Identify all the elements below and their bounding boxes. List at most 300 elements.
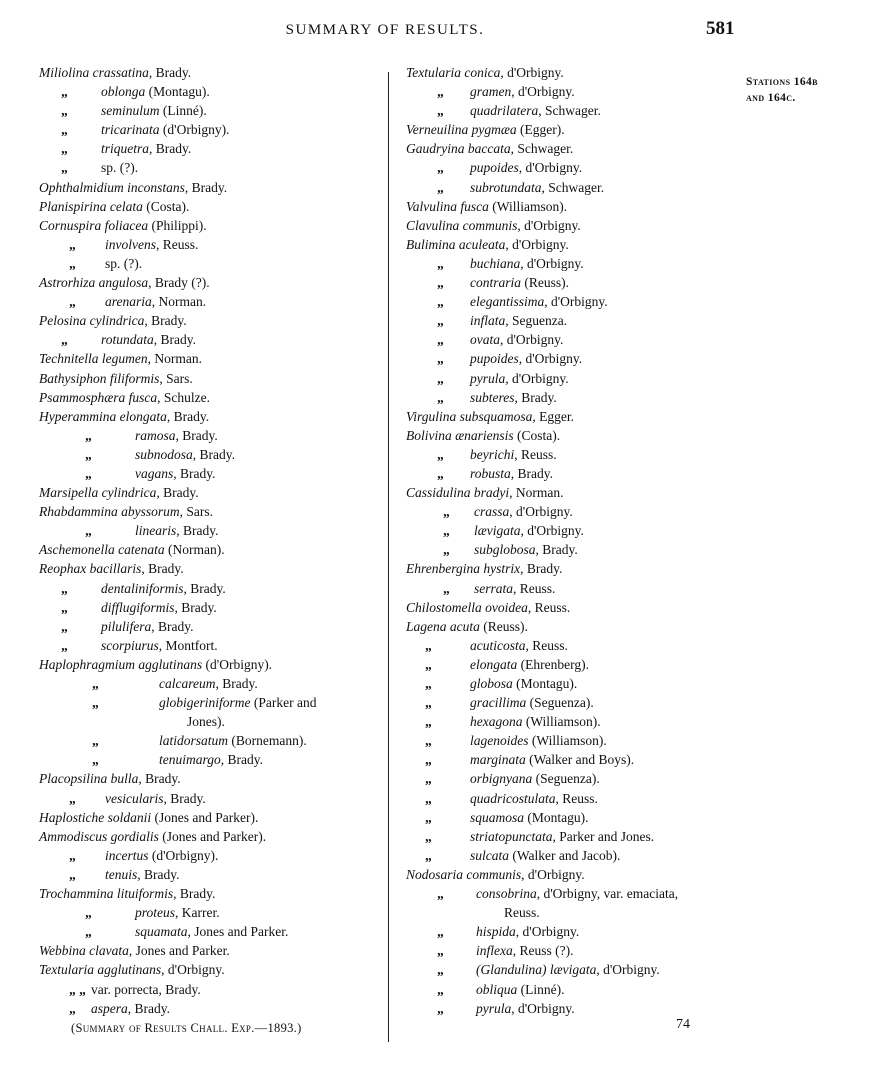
taxon-italic: Cassidulina bradyi — [406, 485, 510, 501]
authority: , Norman. — [151, 294, 207, 310]
species-name — [470, 178, 604, 197]
taxon-italic: Rhabdammina abyssorum — [39, 504, 180, 520]
species-name — [39, 178, 227, 197]
ditto-mark: „ — [85, 905, 92, 921]
right_column-entry — [406, 789, 721, 808]
species-name — [91, 980, 201, 999]
ditto-mark: „ — [92, 752, 99, 768]
taxon-italic: pilulifera — [101, 618, 152, 634]
ditto-mark: „ — [437, 160, 444, 176]
species-name — [39, 540, 225, 559]
left_column-entry — [39, 789, 379, 808]
left_column-entry — [39, 960, 379, 979]
taxon-italic: seminulum — [101, 103, 160, 119]
authority: (Williamson). — [528, 733, 607, 749]
species-name — [159, 674, 258, 693]
taxon-italic: Trochammina lituiformis — [39, 886, 174, 902]
taxon-italic: globosa — [470, 676, 513, 691]
taxon-italic: Hyperammina elongata — [39, 408, 167, 424]
species-name — [159, 731, 307, 750]
taxon-italic: striatopunctata — [470, 828, 553, 844]
species-name — [101, 598, 217, 617]
left_column-entry — [39, 82, 379, 101]
species-name — [39, 273, 210, 292]
species-name — [476, 999, 575, 1018]
taxon-italic: Technitella legumen — [39, 351, 148, 367]
species-name — [406, 197, 567, 216]
ditto-mark: „ — [437, 255, 444, 271]
taxon-italic: aspera — [91, 1000, 128, 1016]
authority: var. porrecta, Brady. — [91, 981, 201, 997]
taxon-italic: tricarinata — [101, 122, 160, 138]
species-name — [470, 330, 563, 349]
right_column-entry — [406, 540, 721, 559]
species-name — [101, 579, 226, 598]
species-name — [470, 388, 557, 407]
authority: , d'Orbigny. — [161, 962, 225, 978]
taxon-italic: squamosa — [470, 809, 525, 825]
left_column-entry — [39, 712, 379, 731]
authority: (Montagu). — [145, 84, 210, 100]
left_column-entry — [39, 559, 379, 578]
taxon-italic: sulcata — [470, 847, 509, 863]
species-name — [470, 311, 567, 330]
authority: Jones). — [187, 714, 225, 730]
taxon-italic: squamata — [135, 924, 188, 940]
species-name — [101, 120, 229, 139]
authority: (Seguenza). — [532, 771, 600, 787]
right_column-entry — [406, 178, 721, 197]
right_column-entry — [406, 903, 721, 922]
authority: , Schwager. — [510, 141, 574, 157]
species-name — [470, 292, 608, 311]
left_column-entry — [39, 101, 379, 120]
species-name — [406, 865, 585, 884]
species-name — [105, 235, 198, 254]
right_column-entry — [406, 674, 721, 693]
authority: , Brady. — [173, 465, 216, 481]
authority: , d'Orbigny. — [500, 332, 564, 348]
left_column-entry — [39, 655, 379, 674]
authority: (Reuss). — [521, 275, 570, 291]
right_column-entry — [406, 712, 721, 731]
left_column-entry — [39, 178, 379, 197]
ditto-mark: „ — [61, 84, 68, 100]
left_column-entry — [39, 311, 379, 330]
taxon-italic: linearis — [135, 523, 177, 539]
left_column-entry — [39, 980, 379, 999]
taxon-italic: inflexa — [476, 943, 513, 959]
authority: , Reuss. — [527, 599, 571, 615]
authority: , Brady. — [192, 446, 236, 462]
taxon-italic: Verneuilina pygmæa — [406, 122, 517, 138]
authority: , Brady. — [510, 465, 554, 481]
taxon-italic: tenuis — [105, 866, 138, 882]
species-name — [504, 903, 540, 922]
species-name — [39, 311, 187, 330]
left_column-entry — [39, 922, 379, 941]
ditto-mark: „ — [61, 332, 68, 348]
ditto-mark: „ — [437, 446, 444, 462]
authority: , Seguenza. — [505, 313, 568, 329]
taxon-italic: obliqua — [476, 981, 518, 997]
species-name — [39, 63, 191, 82]
species-name — [101, 139, 191, 158]
left_column-entry — [39, 540, 379, 559]
right_column-entry — [406, 292, 721, 311]
ditto-mark: „ — [61, 618, 68, 634]
taxon-italic: globigeriniforme — [159, 695, 251, 711]
species-name — [101, 330, 196, 349]
running-header: SUMMARY OF RESULTS. — [285, 22, 485, 38]
authority: , Brady. — [514, 389, 557, 405]
ditto-mark: „ — [425, 695, 432, 711]
left_column-entry — [39, 120, 379, 139]
authority: , Reuss. — [155, 236, 199, 252]
right_column-entry — [406, 235, 721, 254]
taxon-italic: (Glandulina) lævigata — [476, 962, 597, 978]
authority: (Montagu). — [524, 809, 589, 825]
authority: , Sars. — [179, 504, 213, 520]
taxon-italic: lævigata — [474, 523, 521, 539]
authority: , Reuss (?). — [512, 943, 574, 959]
species-name — [470, 655, 589, 674]
species-name — [406, 483, 564, 502]
authority: (Philippi). — [148, 217, 207, 233]
taxon-italic: Placopsilina bulla — [39, 771, 139, 787]
species-name — [39, 388, 210, 407]
right_column-entry — [406, 559, 721, 578]
ditto-mark: „ — [437, 294, 444, 310]
authority: (Williamson). — [488, 198, 568, 214]
taxon-italic: Gaudryina baccata — [406, 141, 511, 157]
ditto-mark: „ — [61, 122, 68, 138]
left_column-entry — [39, 139, 379, 158]
authority: , d'Orbigny. — [518, 351, 583, 367]
species-name — [39, 941, 230, 960]
ditto-mark: „ — [92, 733, 99, 749]
authority: (Jones and Parker). — [158, 828, 267, 844]
ditto-mark: „ — [69, 255, 76, 271]
authority: (Walker and Jacob). — [509, 847, 621, 863]
right_column-entry — [406, 617, 721, 636]
stations-note-line1: Stations 164b — [746, 76, 818, 88]
authority: , Schwager. — [538, 103, 601, 119]
ditto-mark: „ — [92, 695, 99, 711]
species-name — [39, 884, 215, 903]
taxon-italic: consobrina — [476, 886, 537, 902]
taxon-italic: orbignyana — [470, 771, 533, 787]
left_column-entry — [39, 693, 379, 712]
left_column-entry — [39, 464, 379, 483]
left_column-entry — [39, 636, 379, 655]
left_column-entry — [39, 846, 379, 865]
species-name — [101, 158, 138, 177]
right_column-entry — [406, 311, 721, 330]
taxon-italic: Ehrenbergina hystrix — [406, 561, 521, 577]
species-name — [39, 827, 266, 846]
left_column-entry — [39, 158, 379, 177]
ditto-mark: „ — [437, 332, 444, 348]
right_column-entry — [406, 655, 721, 674]
authority: , Parker and Jones. — [552, 828, 655, 844]
authority: , Brady. — [183, 580, 226, 596]
authority: (Egger). — [516, 122, 565, 138]
ditto-mark: „ — [425, 809, 432, 825]
taxon-italic: serrata — [474, 580, 514, 596]
left_column-entry — [39, 273, 379, 292]
taxon-italic: pupoides — [470, 351, 519, 367]
species-name — [476, 884, 678, 903]
taxon-italic: Haplostiche soldanii — [39, 809, 152, 825]
right_column-entry — [406, 636, 721, 655]
authority: , Karrer. — [175, 905, 220, 921]
species-name — [135, 445, 235, 464]
species-name — [105, 865, 180, 884]
taxon-italic: subrotundata — [470, 179, 542, 195]
species-name — [470, 769, 600, 788]
taxon-italic: subglobosa — [474, 542, 536, 558]
left_column-entry — [39, 445, 379, 464]
ditto-mark: „ — [85, 446, 92, 462]
taxon-italic: ramosa — [135, 427, 176, 443]
species-name — [476, 941, 574, 960]
authority: , d'Orbigny. — [505, 370, 569, 386]
species-name — [470, 158, 582, 177]
ditto-mark: „ — [437, 84, 444, 100]
authority: (Seguenza). — [526, 695, 594, 711]
taxon-italic: tenuimargo — [159, 752, 221, 768]
species-name — [105, 846, 218, 865]
species-name — [470, 349, 582, 368]
authority: , Brady. — [153, 332, 197, 348]
authority: , Brady. — [215, 676, 258, 691]
taxon-italic: Chilostomella ovoidea — [406, 599, 528, 615]
species-name — [101, 82, 210, 101]
species-name — [159, 750, 263, 769]
authority: , d'Orbigny. — [515, 924, 580, 940]
taxon-italic: Bulimina aculeata — [406, 236, 506, 252]
ditto-mark: „ — [425, 752, 432, 768]
right_column-entry — [406, 101, 721, 120]
left_column-entry — [39, 521, 379, 540]
authority: , Brady. — [174, 599, 217, 615]
authority: , Brady. — [141, 561, 184, 577]
left_column-entry — [39, 63, 379, 82]
species-name — [159, 693, 316, 712]
species-name — [39, 216, 207, 235]
ditto-mark: „ — [437, 313, 444, 329]
authority: , Reuss. — [513, 580, 556, 596]
right_column-entry — [406, 254, 721, 273]
authority: (Bornemann). — [228, 733, 307, 749]
ditto-mark: „ — [61, 637, 68, 653]
ditto-mark: „ — [437, 943, 444, 959]
taxon-italic: oblonga — [101, 84, 146, 100]
ditto-mark: „ — [61, 160, 68, 176]
authority: , Brady. — [137, 866, 180, 882]
right_column-entry — [406, 369, 721, 388]
taxon-italic: crassa — [474, 504, 510, 520]
ditto-mark: „ — [437, 1000, 444, 1016]
taxon-italic: quadrilatera — [470, 103, 539, 119]
authority: (Reuss). — [479, 618, 528, 634]
taxon-italic: pyrula — [470, 370, 506, 386]
authority: (d'Orbigny). — [148, 847, 219, 863]
right_column-entry — [406, 120, 721, 139]
taxon-italic: Psammosphæra fusca — [39, 389, 158, 405]
authority: , d'Orbigny. — [517, 217, 581, 233]
right_column-entry — [406, 922, 721, 941]
species-name — [406, 426, 560, 445]
species-name — [474, 540, 578, 559]
ditto-mark: „ — [437, 981, 444, 997]
taxon-italic: contraria — [470, 275, 522, 291]
right_column-entry — [406, 197, 721, 216]
ditto-mark: „ — [425, 637, 432, 653]
ditto-mark: „ — [425, 847, 432, 863]
species-name — [101, 636, 218, 655]
species-name — [470, 82, 575, 101]
left_column-entry — [39, 235, 379, 254]
authority: (Costa). — [142, 198, 190, 214]
species-name — [406, 63, 564, 82]
signature-mark: 74 — [676, 1017, 690, 1032]
authority: (Walker and Boys). — [525, 752, 635, 768]
left_column-entry — [39, 903, 379, 922]
stations-note-line2: and 164c. — [746, 92, 796, 104]
species-name — [39, 502, 213, 521]
ditto-mark: „ „ — [69, 981, 86, 997]
ditto-mark: „ — [443, 580, 450, 596]
ditto-mark: „ — [61, 599, 68, 615]
ditto-mark: „ — [61, 580, 68, 596]
right-species-column — [406, 63, 721, 1018]
ditto-mark: „ — [437, 886, 444, 902]
left-species-column — [39, 63, 379, 1018]
authority: , Schwager. — [541, 179, 605, 195]
species-name — [470, 464, 553, 483]
authority: , Reuss. — [525, 637, 568, 653]
taxon-italic: dentaliniformis — [101, 580, 184, 596]
species-name — [406, 617, 528, 636]
taxon-italic: hexagona — [470, 714, 523, 730]
right_column-entry — [406, 63, 721, 82]
authority: , Norman. — [147, 351, 202, 367]
taxon-italic: buchiana — [470, 255, 521, 271]
right_column-entry — [406, 731, 721, 750]
authority: sp. (?). — [105, 255, 143, 271]
taxon-italic: Textularia agglutinans — [39, 962, 162, 978]
right_column-entry — [406, 502, 721, 521]
left_column-entry — [39, 426, 379, 445]
species-name — [39, 349, 202, 368]
taxon-italic: hispida — [476, 924, 516, 940]
authority: , Brady. — [127, 1000, 170, 1016]
species-name — [105, 292, 206, 311]
taxon-italic: Cornuspira foliacea — [39, 217, 149, 233]
authority: (Linné). — [159, 103, 207, 119]
species-name — [406, 139, 573, 158]
taxon-italic: subnodosa — [135, 446, 193, 462]
right_column-entry — [406, 158, 721, 177]
ditto-mark: „ — [437, 370, 444, 386]
authority: , Brady. — [149, 141, 192, 157]
authority: , d'Orbigny. — [520, 255, 584, 271]
authority: , Brady. — [220, 752, 263, 768]
ditto-mark: „ — [85, 924, 92, 940]
species-name — [39, 960, 225, 979]
authority: , Brady. — [144, 313, 187, 329]
ditto-mark: „ — [437, 179, 444, 195]
taxon-italic: marginata — [470, 752, 526, 768]
right_column-entry — [406, 82, 721, 101]
species-name — [470, 712, 601, 731]
left_column-entry — [39, 216, 379, 235]
left_column-entry — [39, 884, 379, 903]
ditto-mark: „ — [443, 504, 450, 520]
ditto-mark: „ — [425, 714, 432, 730]
species-name — [470, 827, 654, 846]
left_column-entry — [39, 999, 379, 1018]
authority: , Brady. — [148, 65, 192, 80]
right_column-entry — [406, 407, 721, 426]
authority: , d'Orbigny. — [518, 160, 583, 176]
authority: , Norman. — [509, 485, 564, 501]
authority: , Brady. — [173, 886, 216, 902]
taxon-italic: Bolivina ænariensis — [406, 427, 514, 443]
ditto-mark: „ — [425, 771, 432, 787]
left_column-entry — [39, 330, 379, 349]
taxon-italic: elegantissima — [470, 294, 545, 310]
taxon-italic: Clavulina communis — [406, 217, 518, 233]
taxon-italic: quadricostulata — [470, 790, 556, 806]
authority: (Parker and — [250, 695, 317, 711]
authority: , Brady. — [163, 790, 206, 806]
taxon-italic: vagans — [135, 465, 174, 481]
authority: (Costa). — [513, 427, 561, 443]
taxon-italic: latidorsatum — [159, 733, 229, 749]
authority: , Brady. — [184, 179, 228, 195]
taxon-italic: Miliolina crassatina — [39, 65, 149, 80]
authority: , Egger. — [532, 408, 575, 424]
authority: , d'Orbigny. — [521, 866, 585, 882]
taxon-italic: Nodosaria communis — [406, 866, 522, 882]
species-name — [476, 980, 565, 999]
species-name — [105, 789, 206, 808]
left_column-entry — [39, 674, 379, 693]
species-name — [470, 731, 607, 750]
authority: , Sars. — [159, 370, 193, 386]
species-name — [91, 999, 170, 1018]
species-name — [470, 789, 598, 808]
authority: , d'Orbigny. — [520, 523, 584, 539]
authority: , Brady (?). — [148, 275, 210, 291]
species-name — [406, 407, 574, 426]
right_column-entry — [406, 216, 721, 235]
species-name — [135, 903, 220, 922]
ditto-mark: „ — [69, 236, 76, 252]
right_column-entry — [406, 941, 721, 960]
right_column-entry — [406, 445, 721, 464]
right_column-entry — [406, 884, 721, 903]
authority: , Brady. — [175, 427, 218, 443]
taxon-italic: Ophthalmidium inconstans — [39, 179, 185, 195]
species-name — [406, 559, 562, 578]
ditto-mark: „ — [437, 275, 444, 291]
taxon-italic: proteus — [135, 905, 175, 921]
left_column-entry — [39, 483, 379, 502]
